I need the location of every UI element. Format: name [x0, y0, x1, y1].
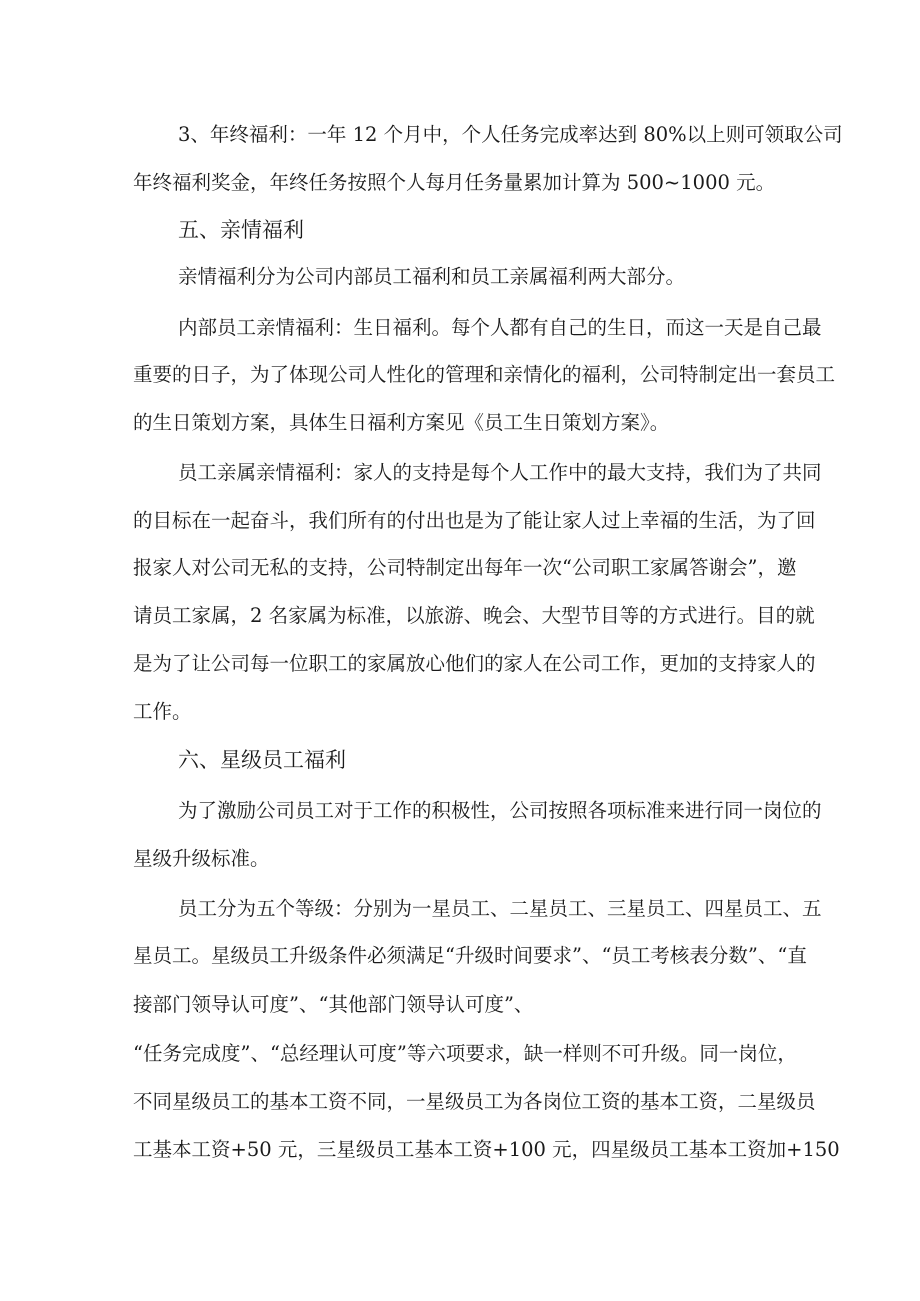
star-levels-line-3: 接部门领导认可度”、“其他部门领导认可度”、 — [133, 993, 534, 1016]
annual-benefit-line-2: 年终福利奖金，年终任务按照个人每月任务量累加计算为 500~1000 元。 — [133, 171, 776, 194]
family-benefit-line-4: 请员工家属，2 名家属为标准，以旅游、晚会、大型节目等的方式进行。目的就 — [133, 604, 815, 627]
star-levels-line-1: 员工分为五个等级：分别为一星员工、二星员工、三星员工、四星员工、五 — [178, 897, 822, 920]
section-6-heading: 六、星级员工福利 — [178, 748, 346, 772]
internal-benefit-line-2: 重要的日子，为了体现公司人性化的管理和亲情化的福利，公司特制定出一套员工 — [133, 363, 836, 386]
internal-benefit-line-1: 内部员工亲情福利：生日福利。每个人都有自己的生日，而这一天是自己最 — [178, 316, 822, 339]
family-benefit-line-6: 工作。 — [133, 700, 192, 723]
star-levels-line-5: 不同星级员工的基本工资不同，一星级员工为各岗位工资的基本工资，二星级员 — [133, 1090, 816, 1113]
star-levels-line-2: 星员工。星级员工升级条件必须满足“升级时间要求”、“员工考核表分数”、“直 — [133, 944, 807, 967]
family-benefit-line-5: 是为了让公司每一位职工的家属放心他们的家人在公司工作，更加的支持家人的 — [133, 652, 816, 675]
family-benefit-intro: 亲情福利分为公司内部员工福利和员工亲属福利两大部分。 — [178, 265, 686, 288]
star-benefit-intro-line-1: 为了激励公司员工对于工作的积极性，公司按照各项标准来进行同一岗位的 — [178, 799, 822, 822]
family-benefit-line-1: 员工亲属亲情福利：家人的支持是每个人工作中的最大支持，我们为了共同 — [178, 461, 822, 484]
family-benefit-line-2: 的目标在一起奋斗，我们所有的付出也是为了能让家人过上幸福的生活，为了回 — [133, 509, 816, 532]
internal-benefit-line-3: 的生日策划方案，具体生日福利方案见《员工生日策划方案》。 — [133, 411, 670, 434]
family-benefit-line-3: 报家人对公司无私的支持，公司特制定出每年一次“公司职工家属答谢会”，邀 — [133, 556, 797, 579]
annual-benefit-line-1: 3、年终福利：一年 12 个月中，个人任务完成率达到 80%以上则可领取公司 — [178, 123, 843, 146]
section-5-heading: 五、亲情福利 — [178, 218, 304, 242]
star-benefit-intro-line-2: 星级升级标准。 — [133, 847, 270, 870]
star-levels-line-6: 工基本工资+50 元，三星级员工基本工资+100 元，四星级员工基本工资加+150 — [133, 1138, 840, 1161]
star-levels-line-4: “任务完成度”、“总经理认可度”等六项要求，缺一样则不可升级。同一岗位， — [133, 1042, 797, 1065]
